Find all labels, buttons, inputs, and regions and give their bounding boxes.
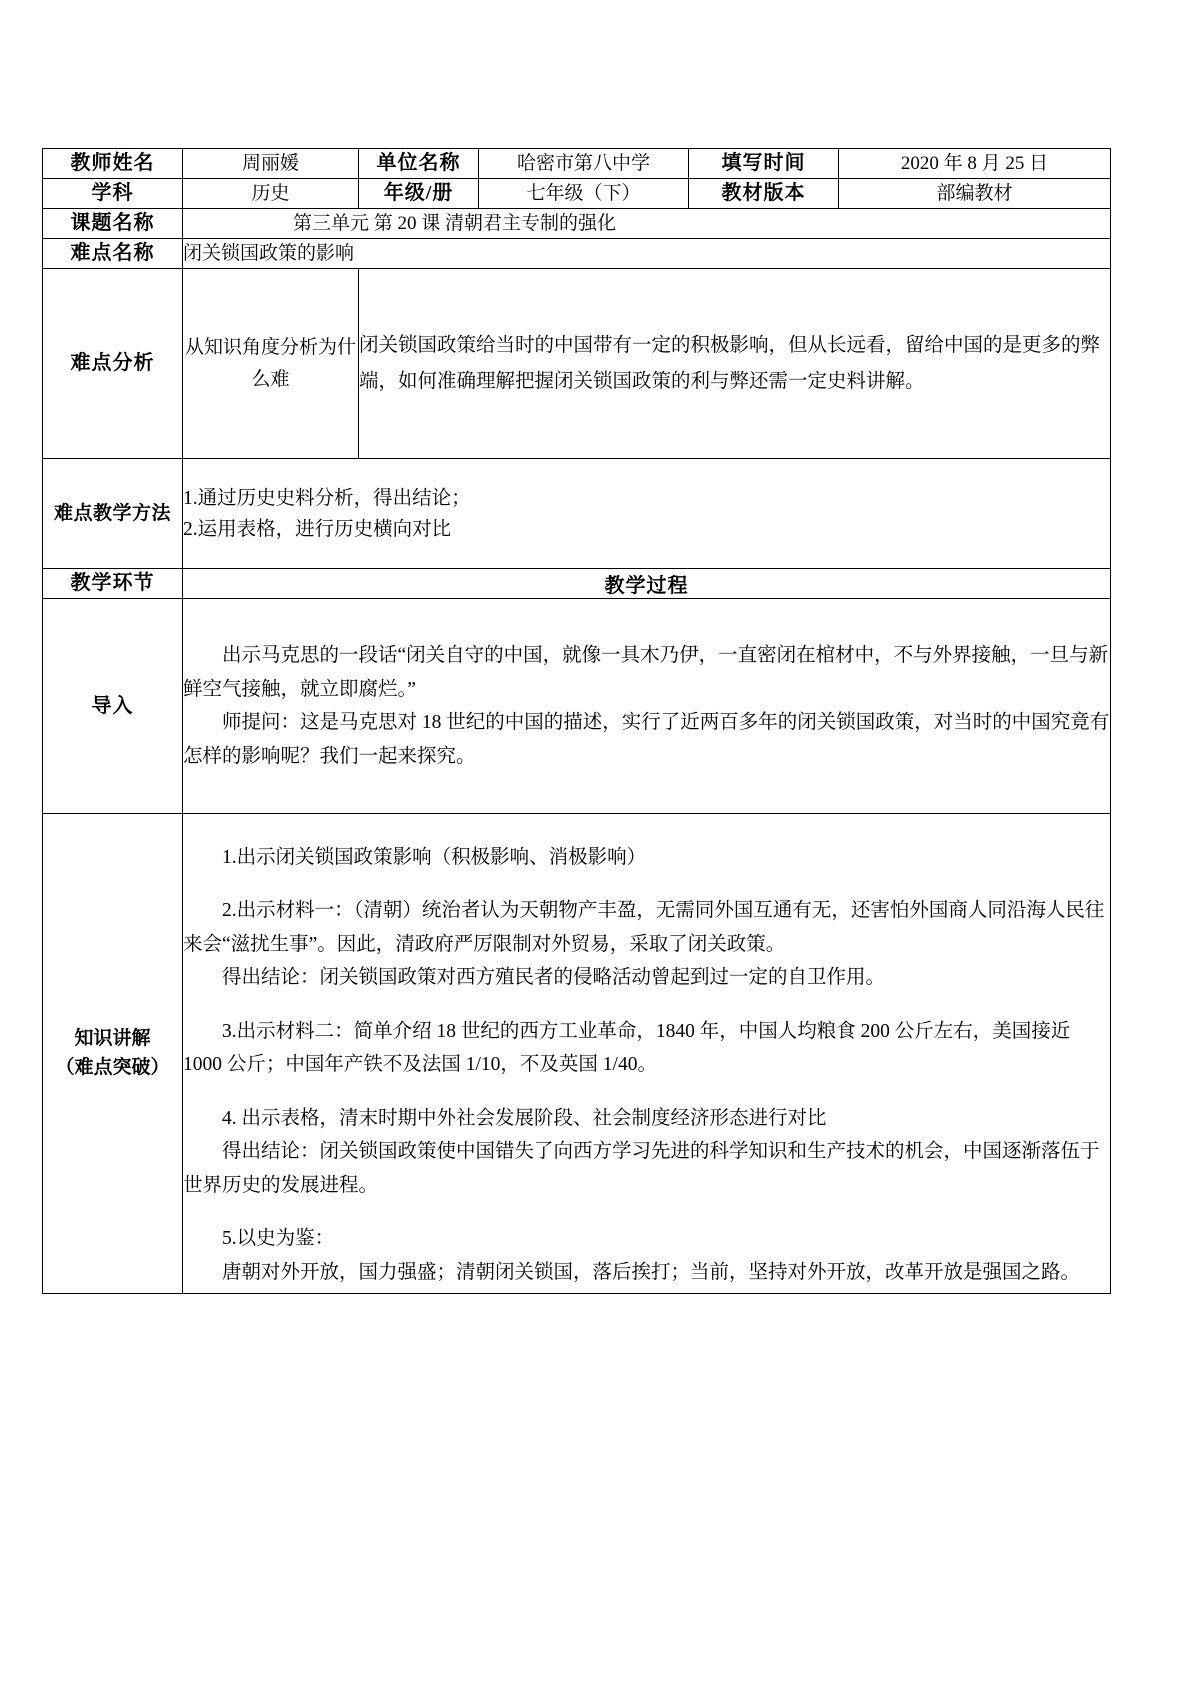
value-teaching-methods [183,459,1111,569]
value-textbook-version: 部编教材 [839,179,1111,209]
value-teacher-name: 周丽媛 [183,149,359,179]
value-introduction [183,599,1111,814]
teaching-method-line-2: 2.运用表格，进行历史横向对比 [183,518,452,540]
knowledge-item-3: 3.出示材料二：简单介绍 18 世纪的西方工业革命，1840 年，中国人均粮食 200 公斤左右，美国接近 1000 公斤；中国年产铁不及法国 1/10，不及英国 1/40。 [183,1020,1071,1076]
label-textbook-version: 教材版本 [689,179,839,209]
spacer [183,1082,1110,1102]
knowledge-label-line-1: 知识讲解 [74,1028,151,1050]
knowledge-item-5: 5.以史为鉴： [222,1228,335,1250]
label-subject: 学科 [43,179,183,209]
label-teaching-process: 教学过程 [183,569,1111,599]
sublabel-why-difficult: 从知识角度分析为什么难 [183,269,359,459]
label-teaching-methods: 难点教学方法 [43,459,183,569]
knowledge-item-4-conclusion: 得出结论：闭关锁国政策使中国错失了向西方学习先进的科学知识和生产技术的机会，中国逐渐落伍于世界历史的发展进程。 [183,1141,1100,1196]
table-row-difficulty-name [43,239,1111,269]
table-row-teaching-methods [43,459,1111,569]
label-grade: 年级/册 [359,179,479,209]
lesson-plan-table [42,148,1111,1294]
teaching-method-line-1: 1.通过历史史料分析，得出结论； [183,487,471,509]
spacer [183,874,1110,894]
knowledge-label-line-2: （难点突破） [55,1056,170,1078]
table-row-process-header [43,569,1111,599]
label-difficulty-analysis: 难点分析 [43,269,183,459]
spacer [183,995,1110,1015]
knowledge-item-2-conclusion: 得出结论：闭关锁国政策对西方殖民者的侵略活动曾起到过一定的自卫作用。 [222,967,886,989]
table-row-subject [43,179,1111,209]
value-knowledge-explanation [183,814,1111,1294]
value-difficulty-name: 闭关锁国政策的影响 [183,239,1111,269]
value-unit-name: 哈密市第八中学 [479,149,689,179]
label-topic-name: 课题名称 [43,209,183,239]
value-fill-date: 2020 年 8 月 25 日 [839,149,1111,179]
table-row-teacher [43,149,1111,179]
value-subject: 历史 [183,179,359,209]
knowledge-item-1: 1.出示闭关锁国政策影响（积极影响、消极影响） [222,846,647,868]
label-unit-name: 单位名称 [359,149,479,179]
label-teacher-name: 教师姓名 [43,149,183,179]
value-difficulty-analysis: 闭关锁国政策给当时的中国带有一定的积极影响，但从长远看，留给中国的是更多的弊端，如何准确理解把握闭关锁国政策的利与弊还需一定史料讲解。 [359,269,1111,459]
table-row-topic [43,209,1111,239]
table-row-difficulty-analysis [43,269,1111,459]
value-topic-name: 第三单元 第 20 课 清朝君主专制的强化 [183,209,1111,239]
label-knowledge-explanation [43,814,183,1294]
knowledge-item-4: 4. 出示表格，清末时期中外社会发展阶段、社会制度经济形态进行对比 [222,1107,827,1129]
knowledge-item-5-detail: 唐朝对外开放，国力强盛；清朝闭关锁国，落后挨打；当前，坚持对外开放，改革开放是强国之路。 [222,1261,1081,1283]
label-teaching-stage: 教学环节 [43,569,183,599]
introduction-paragraph-2: 师提问：这是马克思对 18 世纪的中国的描述，实行了近两百多年的闭关锁国政策，对当时的中国究竟有怎样的影响呢？我们一起来探究。 [183,712,1110,767]
label-difficulty-name: 难点名称 [43,239,183,269]
introduction-paragraph-1: 出示马克思的一段话“闭关自守的中国，就像一具木乃伊，一直密闭在棺材中，不与外界接触，一旦与新鲜空气接触，就立即腐烂。” [183,645,1109,700]
value-grade: 七年级（下） [479,179,689,209]
label-fill-date: 填写时间 [689,149,839,179]
table-row-knowledge-explanation [43,814,1111,1294]
spacer [183,1202,1110,1222]
label-introduction: 导入 [43,599,183,814]
table-row-introduction [43,599,1111,814]
knowledge-item-2: 2.出示材料一：（清朝）统治者认为天朝物产丰盈，无需同外国互通有无，还害怕外国商人同沿海人民往来会“滋扰生事”。因此，清政府严厉限制对外贸易，采取了闭关政策。 [183,900,1105,955]
